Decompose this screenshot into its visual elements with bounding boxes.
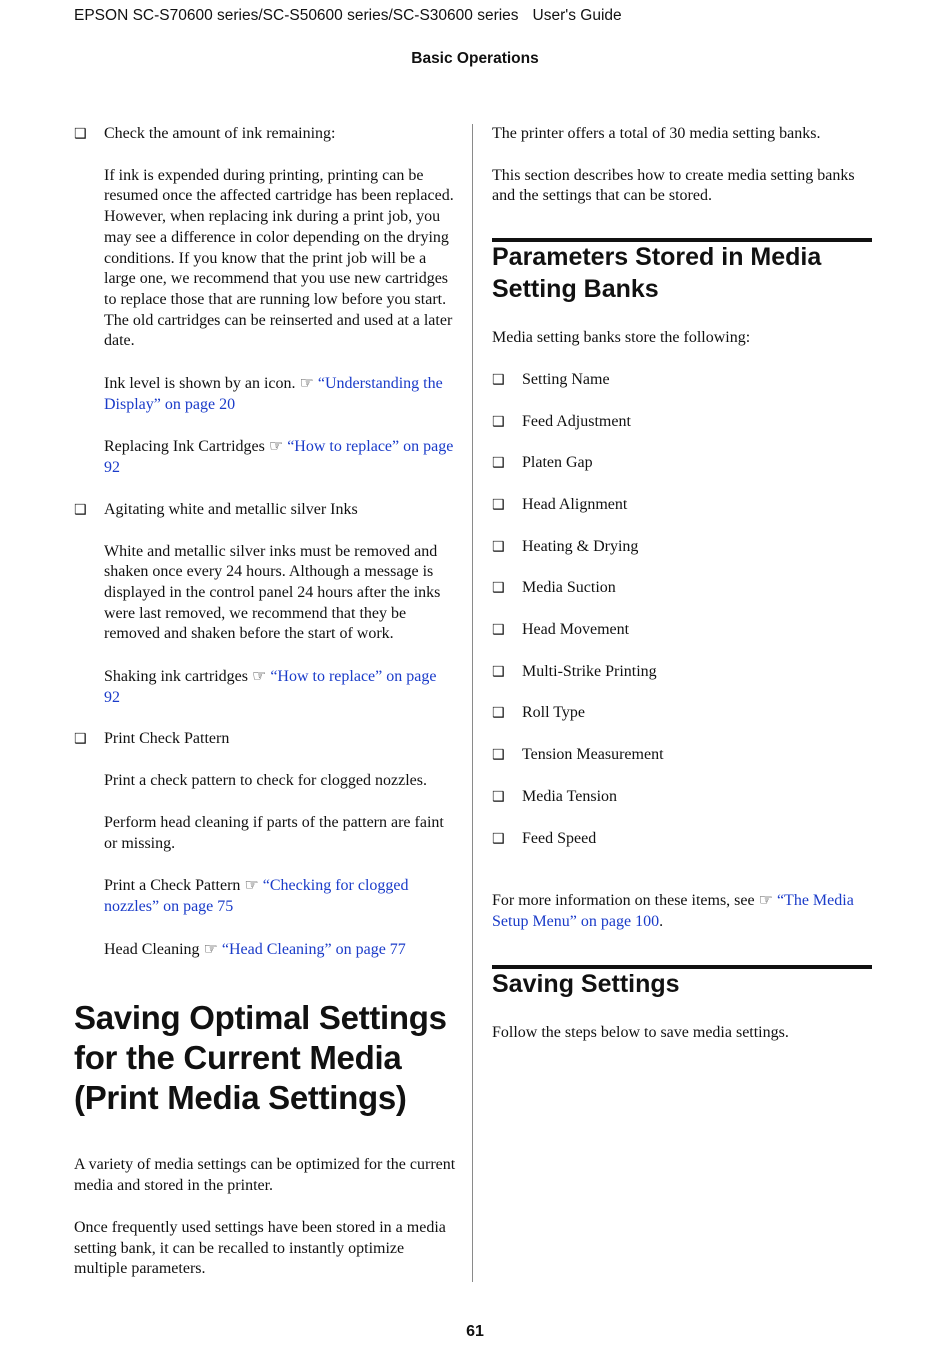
pointing-hand-icon: ☞ bbox=[268, 436, 284, 456]
list-item-label: Media Suction bbox=[522, 579, 616, 597]
list-item-check-pattern: ❑ Print Check Pattern bbox=[74, 729, 456, 750]
list-item-label: Setting Name bbox=[522, 370, 610, 388]
checkbox-bullet-icon: ❑ bbox=[74, 731, 87, 748]
paragraph: A variety of media settings can be optimized for the current media and stored in the printer. bbox=[74, 1156, 456, 1195]
cross-reference: Shaking ink cartridges ☞ “How to replace” on page 92 bbox=[104, 666, 437, 706]
link-media-setup-menu[interactable]: “The Media Setup Menu” on page 100 bbox=[492, 892, 854, 930]
link-head-cleaning[interactable]: “Head Cleaning” on page 77 bbox=[221, 940, 406, 958]
product-name: EPSON SC-S70600 series/SC-S50600 series/SC-S30600 series bbox=[74, 7, 519, 24]
checkbox-bullet-icon: ❑ bbox=[492, 496, 505, 513]
checkbox-bullet-icon: ❑ bbox=[492, 622, 505, 639]
section-title: Basic Operations bbox=[411, 50, 539, 67]
list-item bbox=[492, 662, 872, 683]
list-item-agitating-inks: ❑ Agitating white and metallic silver Inks bbox=[74, 500, 456, 521]
list-item bbox=[492, 787, 872, 808]
paragraph: White and metallic silver inks must be removed and shaken once every 24 hours. Although a message is displayed in the control panel 24 hours after the inks were last removed, we recommend that they be removed and shaken before the start of work. bbox=[104, 542, 441, 643]
pointing-hand-icon: ☞ bbox=[758, 890, 773, 910]
paragraph: Print a check pattern to check for clogged nozzles. bbox=[104, 772, 427, 790]
list-item bbox=[492, 412, 872, 433]
list-item bbox=[492, 578, 872, 599]
list-item-label: Roll Type bbox=[522, 704, 586, 722]
checkbox-bullet-icon: ❑ bbox=[492, 538, 505, 555]
cross-reference: For more information on these items, see ☞ “The Media Setup Menu” on page 100. bbox=[492, 890, 854, 930]
right-column bbox=[492, 124, 872, 1044]
list-item bbox=[492, 370, 872, 391]
paragraph: The printer offers a total of 30 media setting banks. bbox=[492, 125, 821, 142]
list-item bbox=[492, 495, 872, 516]
paragraph: Follow the steps below to save media settings. bbox=[492, 1024, 789, 1042]
list-item bbox=[492, 745, 872, 766]
section-heading-parameters: Parameters Stored in Media Setting Banks bbox=[492, 243, 822, 303]
cross-reference: Head Cleaning ☞ “Head Cleaning” on page 77 bbox=[104, 938, 406, 958]
link-how-to-replace[interactable]: “How to replace” on page 92 bbox=[104, 438, 454, 477]
list-item-label: Platen Gap bbox=[522, 454, 593, 472]
link-how-to-replace[interactable]: “How to replace” on page 92 bbox=[104, 668, 437, 706]
paragraph: This section describes how to create media setting banks and the settings that can be stored. bbox=[492, 166, 855, 205]
left-column bbox=[74, 124, 456, 1280]
list-item bbox=[492, 829, 872, 850]
list-item-label: Head Movement bbox=[522, 621, 630, 639]
cross-reference: Ink level is shown by an icon. ☞ “Understanding the Display” on page 20 bbox=[104, 373, 443, 413]
section-heading-saving: Saving Settings bbox=[492, 969, 680, 998]
paragraph: Perform head cleaning if parts of the pattern are faint or missing. bbox=[104, 813, 444, 852]
list-item-label: Feed Speed bbox=[522, 829, 597, 847]
checkbox-bullet-icon: ❑ bbox=[492, 705, 505, 722]
checkbox-bullet-icon: ❑ bbox=[492, 580, 505, 597]
page-number: 61 bbox=[466, 1323, 484, 1340]
pointing-hand-icon: ☞ bbox=[299, 373, 314, 393]
pointing-hand-icon: ☞ bbox=[203, 938, 218, 958]
link-understanding-display[interactable]: “Understanding the Display” on page 20 bbox=[104, 375, 443, 413]
list-item-label: Heating & Drying bbox=[522, 537, 639, 555]
list-item bbox=[492, 453, 872, 474]
column-divider bbox=[472, 124, 473, 1282]
pointing-hand-icon: ☞ bbox=[251, 666, 267, 686]
pointing-hand-icon: ☞ bbox=[244, 875, 259, 895]
paragraph: If ink is expended during printing, printing can be resumed once the affected cartridge has been replaced. However, when replacing ink during a print job, you may see a difference in color depending on the drying conditions. If you know that the print job will be a large one, we recommend that you use new cartridges to replace those that are running low before you start. The old cartridges can be reinserted and used at a later date. bbox=[104, 166, 454, 350]
paragraph: Once frequently used settings have been stored in a media setting bank, it can be recalled to instantly optimize multiple parameters. bbox=[74, 1218, 446, 1278]
checkbox-bullet-icon: ❑ bbox=[492, 747, 505, 764]
list-item-label: Tension Measurement bbox=[522, 746, 664, 764]
main-heading: Saving Optimal Settings for the Current Media (Print Media Settings) bbox=[74, 999, 447, 1117]
parameter-list bbox=[492, 370, 872, 849]
link-checking-nozzles[interactable]: “Checking for clogged nozzles” on page 75 bbox=[104, 877, 409, 915]
list-item-label: Feed Adjustment bbox=[522, 412, 631, 430]
cross-reference: Replacing Ink Cartridges ☞ “How to replace” on page 92 bbox=[104, 436, 454, 477]
list-item-ink-remaining: ❑ Check the amount of ink remaining: bbox=[74, 124, 456, 145]
paragraph: Media setting banks store the following: bbox=[492, 329, 751, 347]
checkbox-bullet-icon: ❑ bbox=[492, 663, 505, 680]
list-item bbox=[492, 537, 872, 558]
checkbox-bullet-icon: ❑ bbox=[74, 501, 87, 518]
cross-reference: Print a Check Pattern ☞ “Checking for clogged nozzles” on page 75 bbox=[104, 875, 409, 915]
checkbox-bullet-icon: ❑ bbox=[492, 830, 505, 847]
list-item-label: Media Tension bbox=[522, 787, 618, 805]
running-header bbox=[74, 7, 622, 25]
checkbox-bullet-icon: ❑ bbox=[492, 371, 505, 388]
list-item bbox=[492, 703, 872, 724]
checkbox-bullet-icon: ❑ bbox=[492, 788, 505, 805]
checkbox-bullet-icon: ❑ bbox=[492, 413, 505, 430]
checkbox-bullet-icon: ❑ bbox=[492, 455, 505, 472]
list-item bbox=[492, 620, 872, 641]
guide-title: User's Guide bbox=[532, 7, 622, 24]
list-item-label: Multi-Strike Printing bbox=[522, 662, 657, 680]
list-item-label: Head Alignment bbox=[522, 495, 628, 513]
checkbox-bullet-icon: ❑ bbox=[74, 126, 87, 142]
